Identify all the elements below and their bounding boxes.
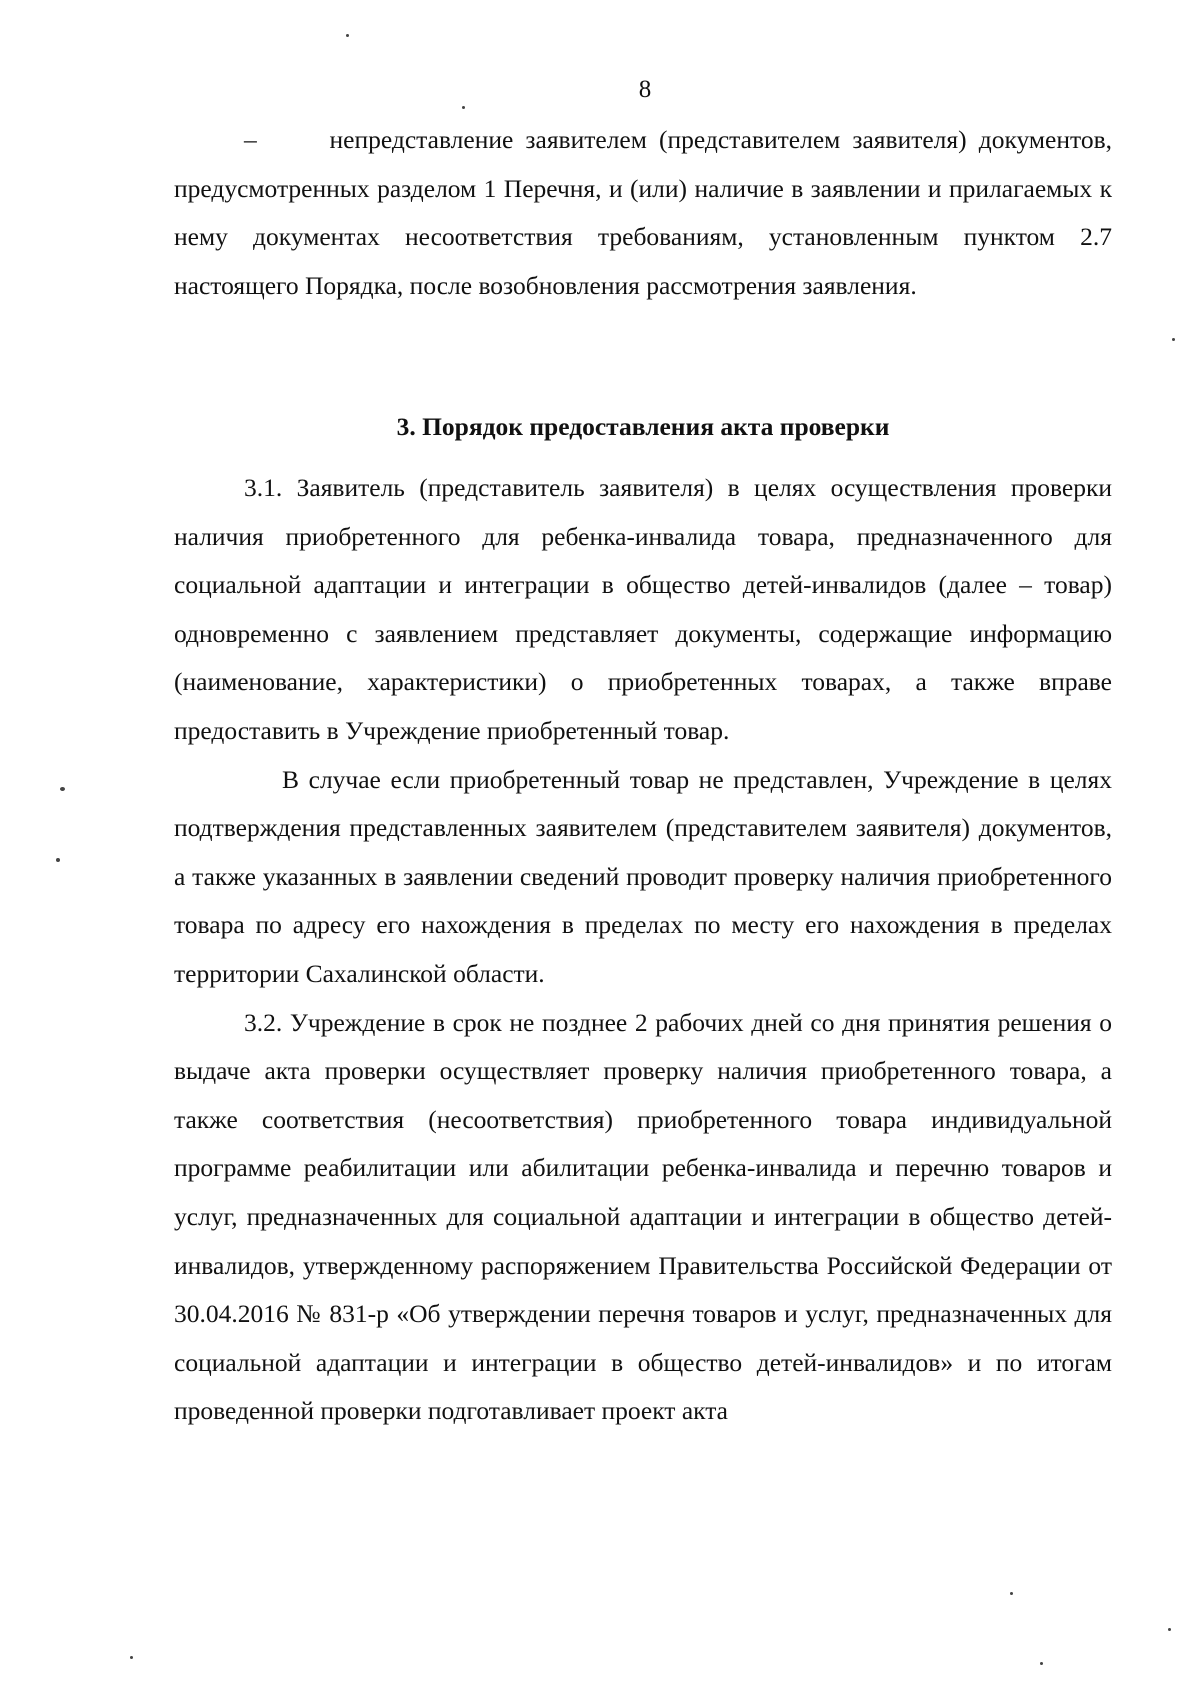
scan-speck (1010, 1592, 1013, 1595)
scan-speck (1040, 1662, 1043, 1665)
scan-speck (462, 106, 465, 109)
intro-block (174, 116, 1112, 310)
scan-speck (346, 34, 349, 37)
section-body (174, 464, 1112, 1436)
paragraph-3-1: 3.1. Заявитель (представитель заявителя) в целях осуществления проверки наличия приобретенного для ребенка-инвалида товара, предназначенного для социальной адаптации и интеграции в общество детей-инвалидов (далее – товар) одновременно с заявлением представляет документы, содержащие информацию (наименование, характеристики) о приобретенных товарах, а также вправе предоставить в Учреждение приобретенный товар. (174, 473, 1112, 745)
section-heading: 3. Порядок предоставления акта проверки (396, 412, 890, 441)
paragraph-case: В случае если приобретенный товар не представлен, Учреждение в целях подтверждения представленных заявителем (представителем заявителя) документов, а также указанных в заявлении сведений проводит проверку наличия приобретенного товара по адресу его нахождения в пределах по месту его нахождения в пределах территории Сахалинской области. (174, 764, 1112, 988)
intro-paragraph: – непредставление заявителем (представителем заявителя) документов, предусмотренных разделом 1 Перечня, и (или) наличие в заявлении и прилагаемых к нему документах несоответствия требованиям, установленным пунктом 2.7 настоящего Порядка, после возобновления рассмотрения заявления. (174, 125, 1112, 300)
scan-speck (56, 858, 60, 862)
scan-speck (1172, 338, 1175, 341)
page-number: 8 (638, 76, 652, 103)
scan-speck (1168, 1628, 1171, 1631)
scan-speck (130, 1656, 133, 1659)
paragraph-3-2: 3.2. Учреждение в срок не позднее 2 рабочих дней со дня принятия решения о выдаче акта проверки осуществляет проверку наличия приобретенного товара, а также соответствия (несоответствия) приобретенного товара индивидуальной программе реабилитации или абилитации ребенка-инвалида и перечню товаров и услуг, предназначенных для социальной адаптации и интеграции в общество детей-инвалидов, утвержденному распоряжением Правительства Российской Федерации от 30.04.2016 № 831-р «Об утверждении перечня товаров и услуг, предназначенных для социальной адаптации и интеграции в общество детей-инвалидов» и по итогам проведенной проверки подготавливает проект акта (174, 1007, 1112, 1426)
scan-speck (60, 787, 65, 791)
